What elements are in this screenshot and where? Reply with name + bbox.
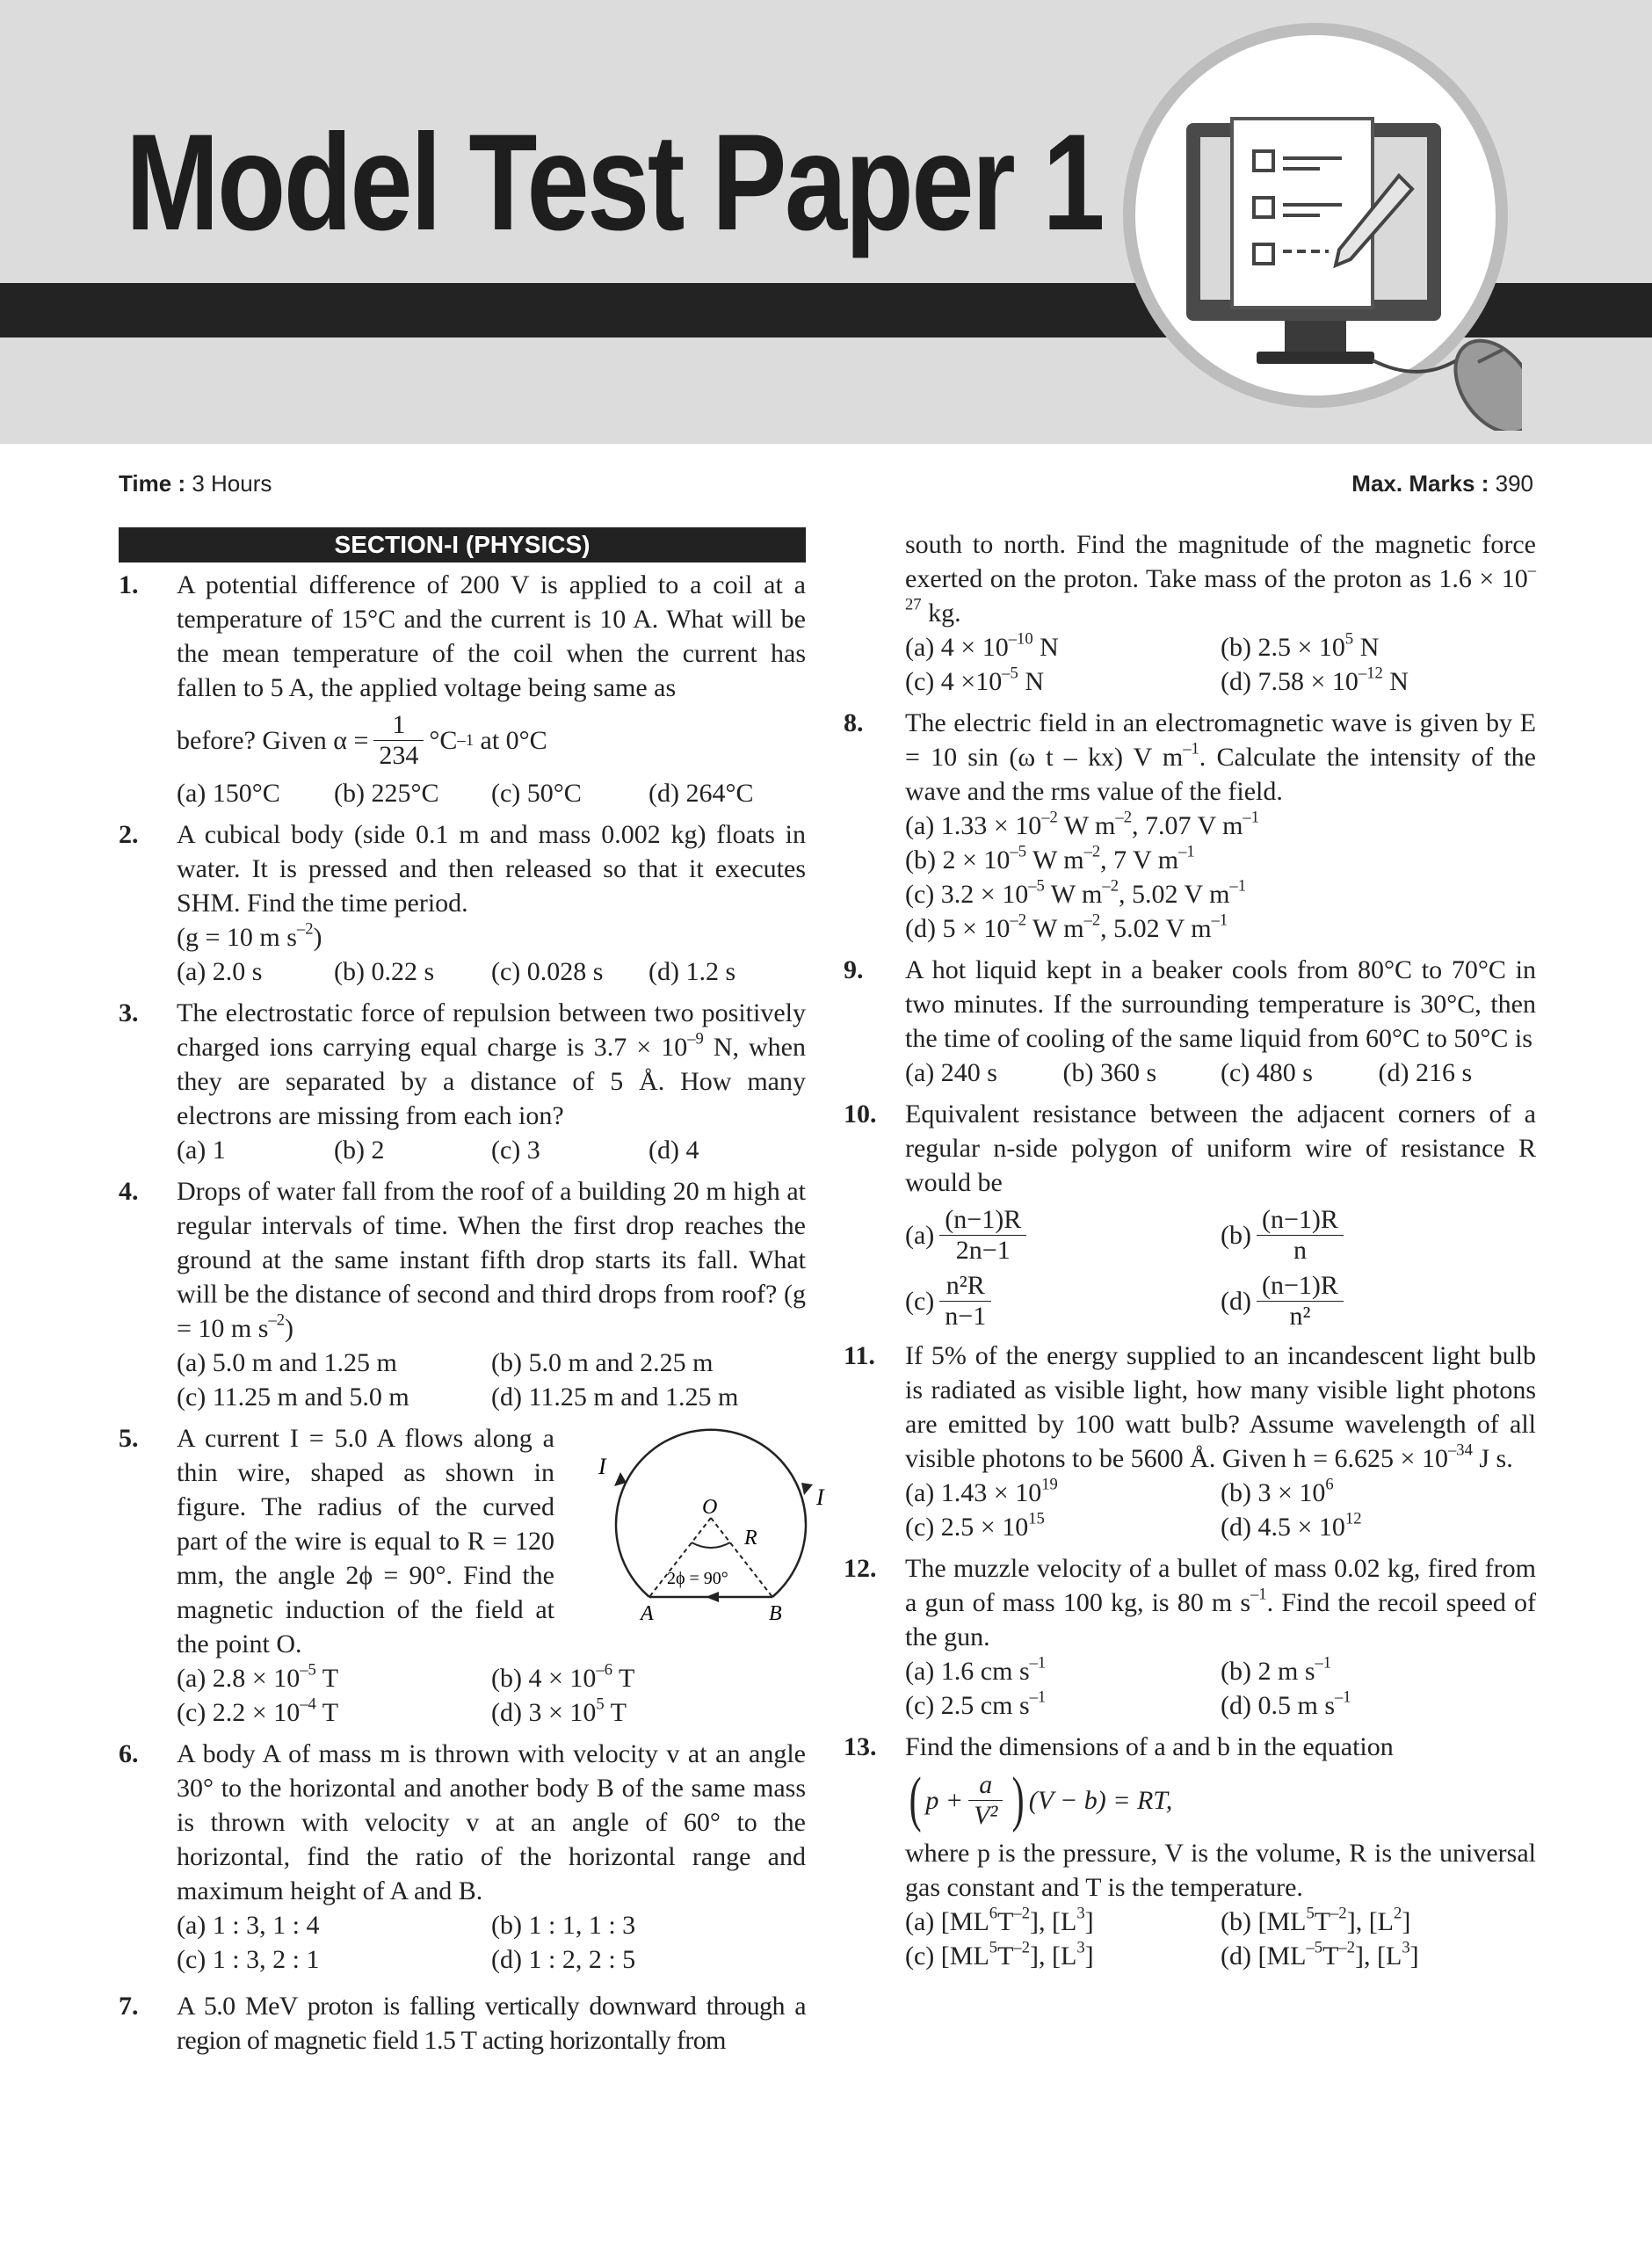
question-6 (119, 1737, 806, 1977)
option-d[interactable]: (d) $3 \times 10^5$ T (491, 1695, 627, 1727)
question-text (177, 1174, 806, 1346)
option-c[interactable]: (c) $4 \times 10^{-5}$ N (905, 664, 1044, 696)
option-d[interactable]: (d) 1 : 2, 2 : 5 (491, 1945, 636, 1974)
computer-test-icon (1109, 18, 1522, 431)
option-a[interactable]: (a) $1.43 \times 10^{19}$ (905, 1475, 1058, 1507)
option-c[interactable]: (c) 50°C (491, 779, 582, 808)
option-b[interactable]: (b) $2.5 \times 10^5$ N (1221, 629, 1380, 662)
question-text: If 5% of the energy supplied to an incandescent light bulb is radiated as visible light, how many visible light photons are emitted by 100 watt bulb? Assume wavelength of all visible photons to be 5600 Å. Given $h = 6.625 \times 10^{-34}$ J s. (905, 1341, 1536, 1473)
text-part: N, when they are separated by a distance of 5 Å. How many electrons are missing from each ion? (177, 1033, 806, 1130)
given-prefix: before? Given α = (177, 726, 369, 755)
option-b[interactable]: (b) $4 \times 10^{-6}$ T (491, 1660, 635, 1693)
options (177, 1908, 806, 1977)
option-a[interactable]: (a) $1.33 \times 10^{-2}$ W $m^{-2}$, 7.07 V $m^{-1}$ (905, 808, 1259, 840)
circuit-figure (597, 1421, 834, 1623)
option-b[interactable]: (b) $3 \times 10^6$ (1221, 1475, 1334, 1507)
time-value: 3 Hours (192, 470, 272, 497)
option-b[interactable]: (b) 225°C (334, 779, 439, 808)
text-exponent: –2 (268, 1310, 286, 1330)
option-d[interactable]: (d) $7.58 \times 10^{-12}$ N (1221, 664, 1409, 696)
figure-label-A: A (641, 1602, 654, 1623)
option-b[interactable]: (b) 2 (334, 1136, 385, 1165)
question-number: 1. (119, 570, 139, 599)
question-number: 13. (844, 1732, 877, 1761)
question-number: 12. (844, 1554, 877, 1583)
option-c[interactable]: (c) $\frac{\text{n²R}}{n-1}$ (905, 1271, 1221, 1332)
given-line (177, 920, 806, 954)
option-c[interactable]: (c) $3.2 \times 10^{-5}$ W $m^{-2}$, 5.02 V $m^{-1}$ (905, 876, 1246, 909)
marks-value: 390 (1495, 470, 1533, 497)
fraction-numerator: 1 (373, 710, 424, 741)
paren-open-icon: ( (909, 1766, 922, 1833)
option-c[interactable]: (c) 11.25 m and 5.0 m (177, 1383, 409, 1412)
option-a[interactable]: (a) 240 s (905, 1058, 997, 1087)
question-text: A current I = 5.0 A flows along a thin wire, shaped as shown in figure. The radius of the curved part of the wire is equal to R = 120 mm, the angle 2ϕ = 90°. Find the magnetic induction of the field at the point O. (177, 1424, 554, 1658)
options (177, 1346, 806, 1414)
option-b[interactable]: (b) $\frac{(n-1)R}{n}$ (1221, 1205, 1536, 1266)
question-text: Find the dimensions of a and b in the equation (905, 1732, 1394, 1761)
options (905, 1654, 1536, 1723)
option-b[interactable]: (b) 0.22 s (334, 957, 435, 986)
question-4 (119, 1174, 806, 1414)
option-a[interactable]: (a) 1.6 cm $s^{-1}$ (905, 1653, 1047, 1686)
option-d[interactable]: (d) $\frac{(n-1)R}{\text{n²}}$ (1221, 1271, 1536, 1332)
question-9 (844, 953, 1536, 1090)
option-c[interactable]: (c) $[ML^5T^{-2}]$, $[L^3]$ (905, 1938, 1094, 1971)
figure-label-angle: 2ϕ = 90° (667, 1569, 728, 1588)
options (177, 1661, 806, 1730)
question-text: A cubical body (side 0.1 m and mass 0.002 kg) floats in water. It is pressed and then released so that it executes SHM. Find the time period. (177, 820, 806, 918)
section-heading: SECTION-I (PHYSICS) (119, 527, 806, 562)
question-number: 5. (119, 1424, 139, 1453)
option-d[interactable]: (d) $[ML^{-5}T^{-2}]$, $[L^3]$ (1221, 1938, 1419, 1971)
text-part: Drops of water fall from the roof of a building 20 m high at regular intervals of time. When the first drop reaches the ground at the same instant fifth drop starts its fall. What will be the distance of second and third drops from roof? (g = 10 m s (177, 1177, 806, 1343)
option-a[interactable]: (a) $\frac{(n-1)R}{2n-1}$ (905, 1205, 1221, 1266)
given-unit: °C (429, 726, 458, 755)
options (177, 954, 806, 989)
page-title: Model Test Paper 1 (126, 106, 1104, 259)
question-text (177, 996, 806, 1133)
options (177, 1133, 806, 1167)
option-c[interactable]: (c) $2.2 \times 10^{-4}$ T (177, 1695, 339, 1727)
given-tail: at 0°C (480, 726, 547, 755)
marks-label: Max. Marks : (1351, 470, 1489, 497)
option-d[interactable]: (d) 216 s (1378, 1058, 1473, 1087)
equation-fraction: $\frac{a}{\text{V²}}$ (968, 1770, 1003, 1831)
option-c[interactable]: (c) 3 (491, 1136, 540, 1165)
option-d[interactable]: (d) 264°C (648, 779, 754, 808)
options (905, 1056, 1536, 1090)
option-b[interactable]: (b) 360 s (1062, 1058, 1157, 1087)
question-number: 10. (844, 1100, 877, 1129)
option-d[interactable]: (d) 11.25 m and 1.25 m (491, 1383, 739, 1412)
option-d[interactable]: (d) $5 \times 10^{-2}$ W $m^{-2}$, 5.02 V $m^{-1}$ (905, 911, 1228, 943)
option-c[interactable]: (c) 0.028 s (491, 957, 604, 986)
option-c[interactable]: (c) 2.5 cm $s^{-1}$ (905, 1688, 1047, 1720)
question-number: 6. (119, 1739, 139, 1768)
question-text-part-2: south to north. Find the magnitude of the magnetic force exerted on the proton. Take mass of the proton as $1.6 \times 10^{-27}$ kg. (905, 530, 1536, 628)
question-text-after: where p is the pressure, V is the volume, R is the universal gas constant and T is the temperature. (905, 1839, 1536, 1902)
marks-info (1351, 470, 1533, 497)
figure-label-O: O (702, 1496, 718, 1519)
equation-rest: (V − b) = RT, (1028, 1785, 1173, 1815)
option-a[interactable]: (a) $[ML^6T^{-2}]$, $[L^3]$ (905, 1904, 1094, 1936)
fraction-denominator: 234 (379, 741, 419, 770)
time-info (119, 470, 272, 497)
option-d[interactable]: (d) 0.5 m $s^{-1}$ (1221, 1688, 1351, 1720)
left-column (119, 527, 824, 2065)
options (905, 630, 1536, 699)
question-3 (119, 996, 806, 1167)
figure-label-R: R (744, 1527, 757, 1550)
question-text: A hot liquid kept in a beaker cools from 80°C to 70°C in two minutes. If the surrounding temperature is 30°C, then the time of cooling of the same liquid from 60°C to 50°C is (905, 955, 1536, 1053)
option-b[interactable]: (b) $2 \times 10^{-5}$ W $m^{-2}$, 7 V $m^{-1}$ (905, 842, 1195, 875)
option-b[interactable]: (b) $[ML^5T^{-2}]$, $[L^2]$ (1221, 1904, 1411, 1936)
figure-label-B: B (769, 1602, 782, 1623)
right-column (844, 527, 1536, 1980)
question-10 (844, 1097, 1536, 1332)
option-a[interactable]: (a) 150°C (177, 779, 280, 808)
given-text: (g = 10 m s (177, 923, 297, 952)
question-text: Equivalent resistance between the adjacent corners of a regular n-side polygon of uniform wire of resistance R would be (905, 1100, 1536, 1197)
option-b[interactable]: (b) 5.0 m and 2.25 m (491, 1348, 714, 1377)
question-text: The muzzle velocity of a bullet of mass 0.02 kg, fired from a gun of mass 100 kg, is 80 m $s^{-1}$. Find the recoil speed of the gun. (905, 1554, 1536, 1651)
question-8 (844, 706, 1536, 946)
given-line: before? Given α = $\frac{1}{234}$ °C –1 at 0°C (177, 710, 547, 770)
option-b[interactable]: (b) 1 : 1, 1 : 3 (491, 1911, 636, 1940)
text-exponent: –9 (687, 1029, 704, 1049)
option-b[interactable]: (b) 2 m $s^{-1}$ (1221, 1653, 1332, 1686)
question-body (177, 1421, 824, 1661)
question-1 (119, 568, 806, 810)
question-text-part-1: A 5.0 MeV proton is falling vertically downward through a region of magnetic field 1.5 T acting horizontally from (177, 1992, 806, 2055)
question-number: 8. (844, 708, 864, 737)
question-number: 9. (844, 955, 864, 984)
option-d[interactable]: (d) 4 (648, 1136, 699, 1165)
option-a[interactable]: (a) $2.8 \times 10^{-5}$ T (177, 1660, 339, 1693)
question-7 (119, 1989, 806, 2058)
text-close: ) (285, 1314, 294, 1343)
question-number: 2. (119, 820, 139, 849)
question-text: The electric field in an electromagnetic wave is given by E = 10 sin (ω t – kx) V $m^{-1}$. Calculate the intensity of the wave and the rms value of the field. (905, 708, 1536, 806)
question-number: 7. (119, 1992, 139, 2021)
question-5 (119, 1421, 824, 1730)
option-d[interactable]: (d) 1.2 s (648, 957, 736, 986)
option-a[interactable]: (a) 1 : 3, 1 : 4 (177, 1911, 320, 1940)
option-c[interactable]: (c) 480 s (1221, 1058, 1313, 1087)
option-a[interactable]: (a) 1 (177, 1136, 226, 1165)
option-c[interactable]: (c) $2.5 \times 10^{15}$ (905, 1509, 1045, 1542)
fraction (373, 710, 424, 771)
question-number: 3. (119, 998, 139, 1027)
question-number: 4. (119, 1177, 139, 1206)
given-exponent: –2 (296, 919, 314, 939)
options (905, 1905, 1536, 1973)
option-c[interactable]: (c) 1 : 3, 2 : 1 (177, 1945, 320, 1974)
paren-close-icon: ) (1012, 1766, 1025, 1833)
options (905, 809, 1536, 946)
question-number: 11. (844, 1341, 875, 1370)
option-a[interactable]: (a) 2.0 s (177, 957, 263, 986)
text-part: The electrostatic force of repulsion between two positively charged ions carrying equal charge is 3.7 × 10 (177, 998, 806, 1062)
equation (905, 1766, 1536, 1833)
figure-label-I-left: I (598, 1454, 606, 1479)
question-12 (844, 1551, 1536, 1723)
question-text: A body A of mass m is thrown with velocity v at an angle 30° to the horizontal and another body B of the same mass is thrown with velocity v at an angle of 60° to the horizontal, find the ratio of the horizontal range and maximum height of A and B. (177, 1739, 806, 1905)
question-2 (119, 817, 806, 989)
option-a[interactable]: (a) $4 \times 10^{-10}$ N (905, 629, 1059, 662)
equation-p: p + (925, 1785, 964, 1815)
given-close: ) (313, 923, 322, 952)
option-a[interactable]: (a) 5.0 m and 1.25 m (177, 1348, 397, 1377)
question-11 (844, 1339, 1536, 1544)
options (905, 1476, 1536, 1544)
option-d[interactable]: (d) $4.5 \times 10^{12}$ (1221, 1509, 1362, 1542)
question-text: A potential difference of 200 V is applied to a coil at a temperature of 15°C and the current is 10 A. What will be the mean temperature of the coil when the current has fallen to 5 A, the applied voltage being same as (177, 570, 806, 702)
options (905, 1205, 1536, 1332)
figure-label-I-right: I (816, 1484, 824, 1510)
options (177, 776, 806, 810)
time-label: Time : (119, 470, 186, 497)
question-13 (844, 1730, 1536, 1973)
question-7-continued (844, 527, 1536, 699)
